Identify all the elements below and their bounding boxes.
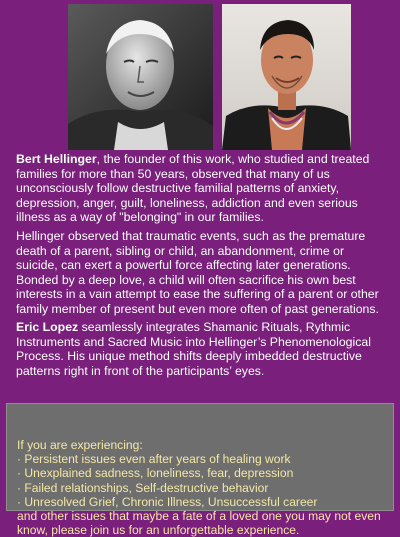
hellinger-intro-paragraph [16,152,388,225]
experience-item: · Failed relationships, Self-destructive behavior [17,480,269,495]
experience-box-text [17,438,387,537]
hellinger-intro-text: , the founder of this work, who studied and treated families for more than 50 years, observed that many of us unconsciously follow destructive familial patterns of anxiety, depression, anger, guilt, loneliness, addiction and even serious illness as a way of "belonging" in our families. [16,152,370,225]
lopez-name: Eric Lopez [16,320,79,334]
experience-item: · Unresolved Grief, Chronic Illness, Unsuccessful career [17,494,318,509]
hellinger-name: Bert Hellinger [16,152,97,166]
eric-lopez-photo [222,4,351,150]
experience-closing: and other issues that maybe a fate of a loved one you may not even know, please join us for an unforgettable experience. [17,509,381,537]
experience-intro: If you are experiencing: [17,438,143,452]
experience-item: · Unexplained sadness, loneliness, fear, depression [17,466,294,481]
experience-item: · Persistent issues even after years of healing work [17,452,291,467]
bert-hellinger-photo [68,4,213,150]
trauma-paragraph [16,229,388,317]
trauma-text: Hellinger observed that traumatic events, such as the premature death of a parent, sibling or child, an abandonment, crime or suicide, can exert a powerful force affecting later generations. Bonded by a deep love, a child will often sacrifice his own best interests in a vain attempt to ease the suffering of a parent or other family member of present but even more often of past generations. [16,229,379,316]
lopez-text: seamlessly integrates Shamanic Rituals, Rythmic Instruments and Sacred Music into Hellinger’s Phenomenological Process. His unique method shifts deeply imbedded destructive patterns right in front of the participants’ eyes. [16,320,371,378]
lopez-paragraph [16,320,388,378]
